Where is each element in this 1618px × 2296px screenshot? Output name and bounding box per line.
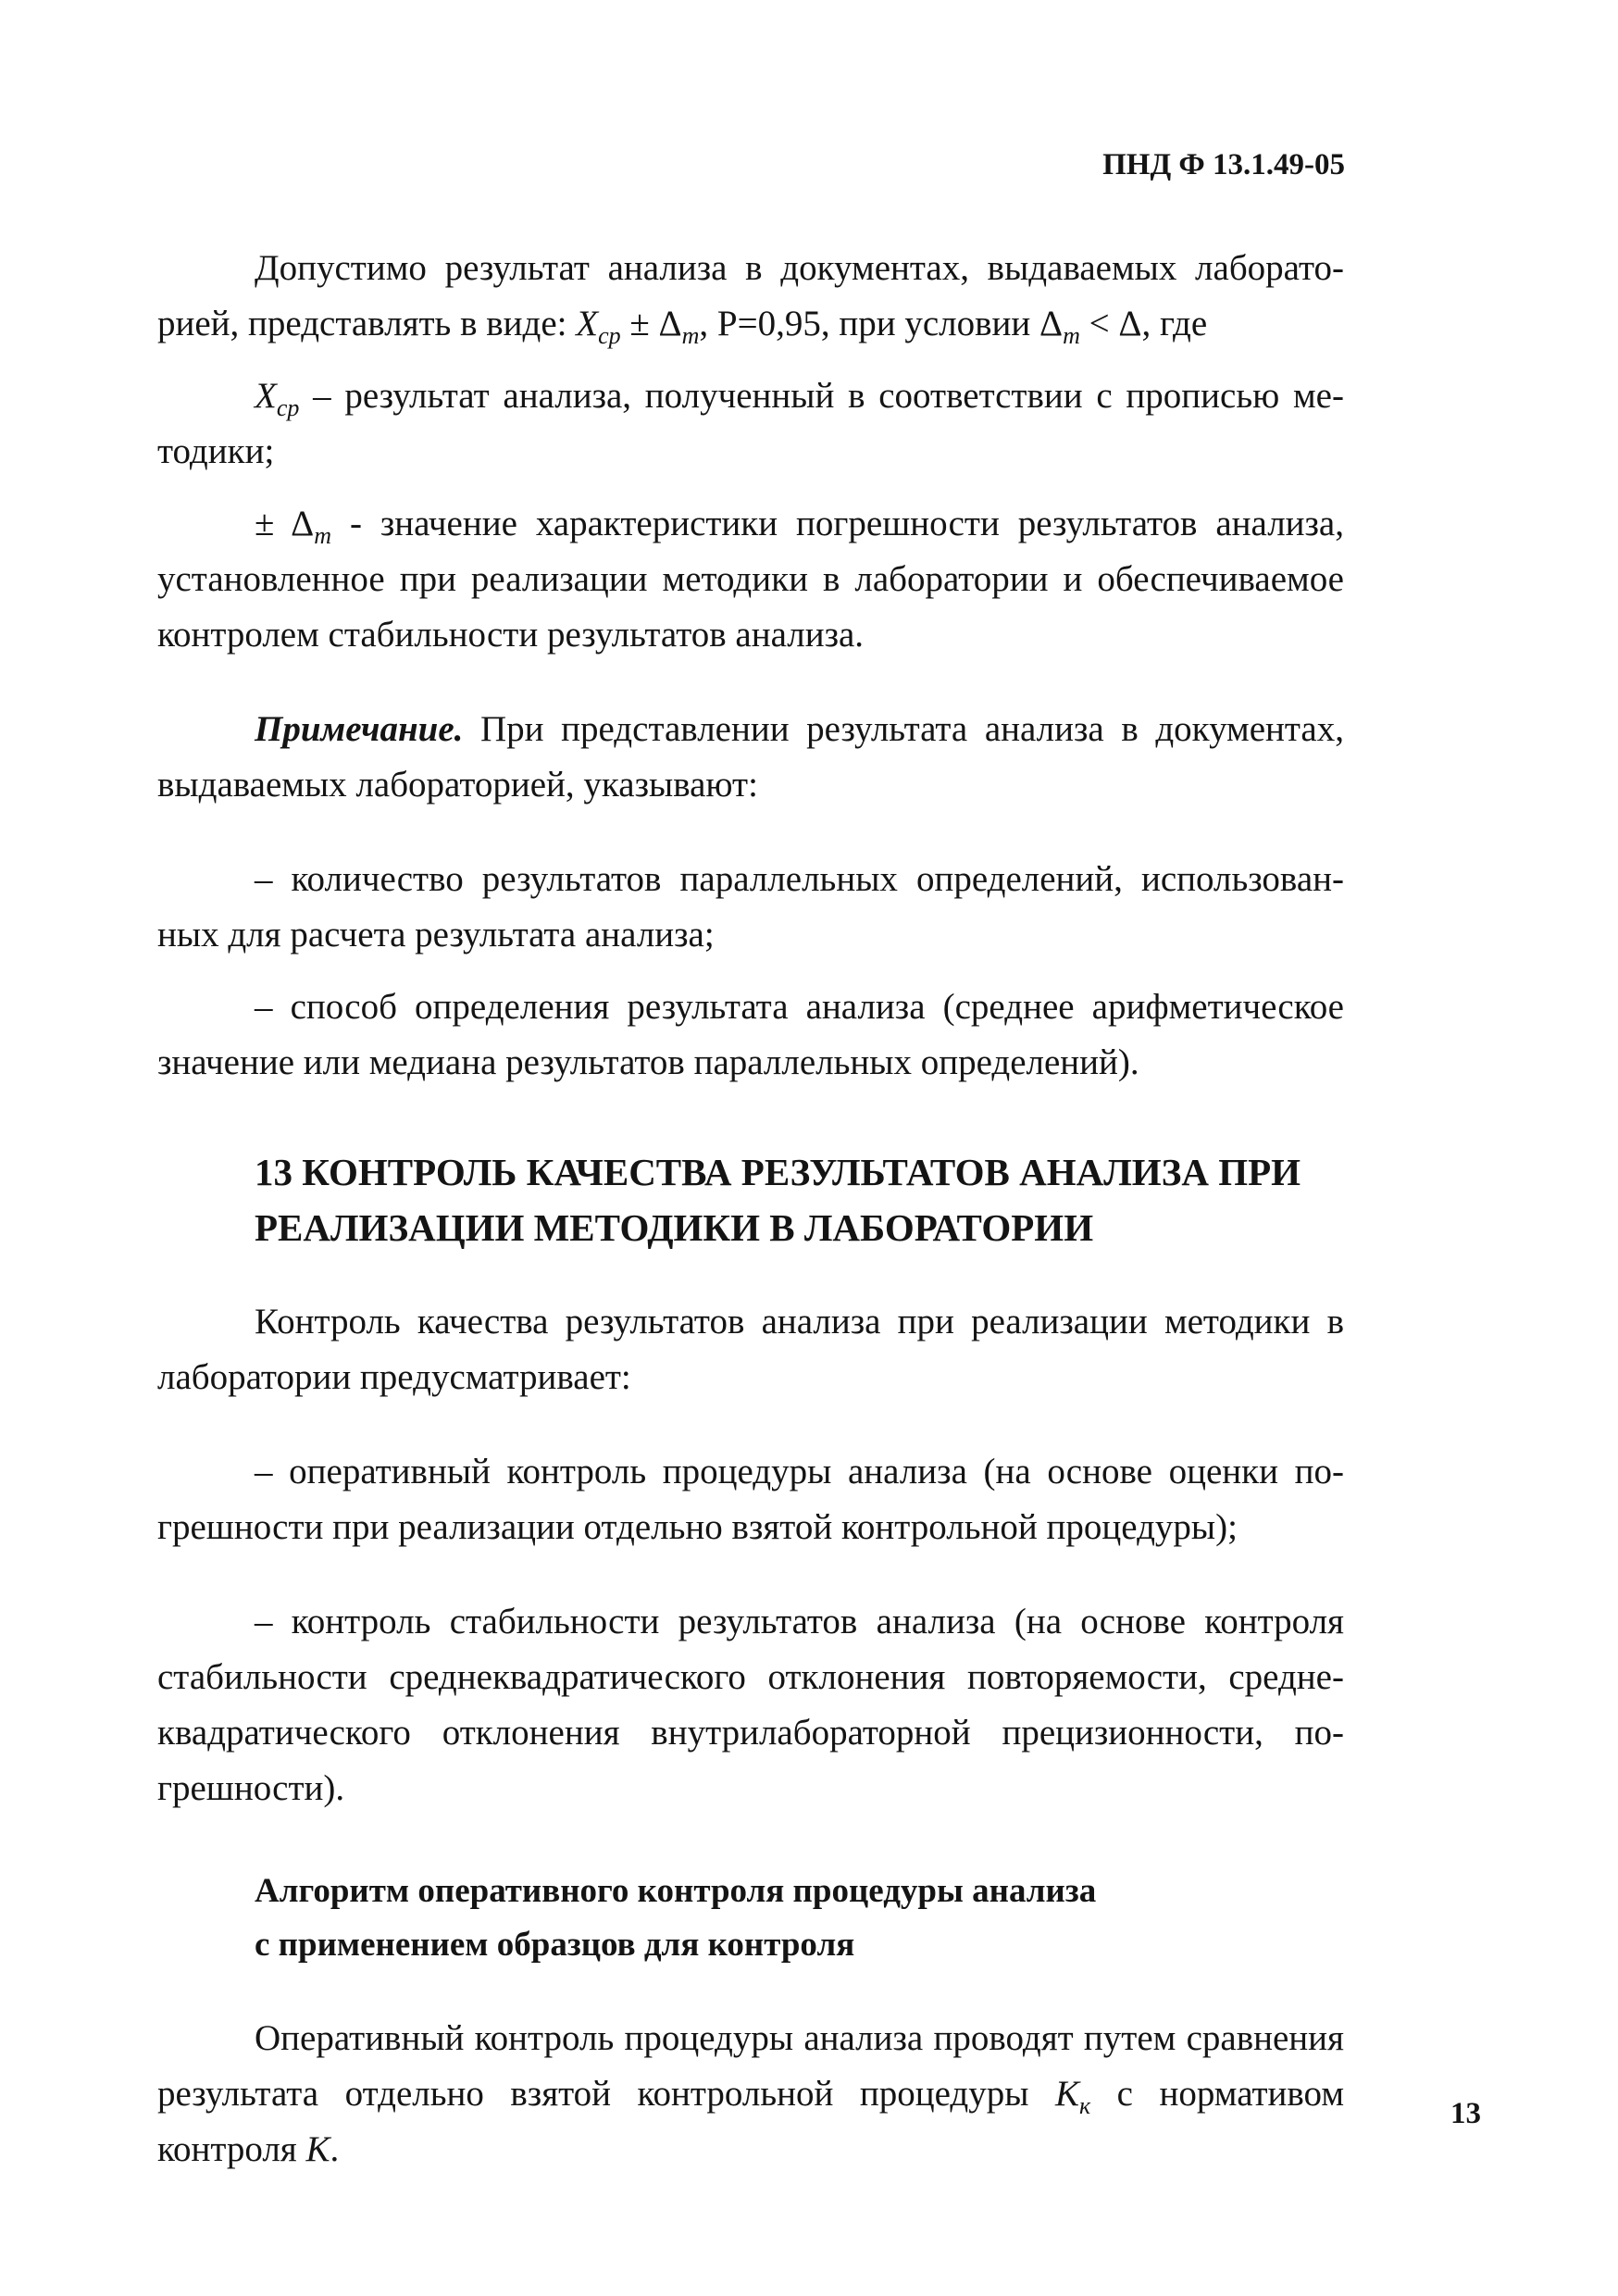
- note-label: Примечание.: [255, 709, 464, 749]
- page-content: [157, 241, 1344, 2177]
- intro-paragraph: Допустимо результат анализа в документах, выдаваемых лабораторией, представлять в виде: $X_{ср} \pm \Delta_т$, Р=0,95, при условии $\Delta_т < \Delta$, где: [157, 248, 1344, 349]
- document-code: ПНД Ф 13.1.49-05: [1102, 148, 1345, 181]
- subsection-paragraph: Оперативный контроль процедуры анализа проводят путем сравнения результата отдельно взятой контрольной процедуры $K_к$ с нормативом контроля K.: [157, 2018, 1344, 2169]
- section-13-heading: 13 КОНТРОЛЬ КАЧЕСТВА РЕЗУЛЬТАТОВ АНАЛИЗА ПРИ РЕАЛИЗАЦИИ МЕТОДИКИ В ЛАБОРАТОРИИ: [255, 1151, 1301, 1249]
- subsection-heading: Алгоритм оперативного контроля процедуры анализа с применением образцов для контроля: [255, 1872, 1097, 1964]
- definition-x: $X_{ср}$ – результат анализа, полученный в соответствии с прописью методики;: [157, 376, 1344, 471]
- definition-delta: ± $\Delta_т$ - значение характеристики погрешности результатов анализа, установленное при реализации методики в лаборатории и обеспечиваемое контролем стабильности результатов анализа.: [157, 504, 1344, 655]
- section-13-item: – оперативный контроль процедуры анализа (на основе оценки погрешности при реализации отдельно взятой контрольной процедуры);: [157, 1452, 1344, 1547]
- note-item: – способ определения результата анализа (среднее арифметическое значение или медиана результатов параллельных определений).: [157, 987, 1344, 1082]
- page-number: 13: [1450, 2097, 1481, 2130]
- note-paragraph: Примечание. При представлении результата анализа в документах, выдаваемых лабораторией, указывают:: [157, 709, 1344, 805]
- x-symbol: X: [576, 304, 599, 343]
- note-item: – количество результатов параллельных определений, использованных для расчета результата анализа;: [157, 859, 1344, 955]
- section-13-item: – контроль стабильности результатов анализа (на основе контроля стабильности среднеквадратического отклонения повторяемости, среднеквадратического отклонения внутрилабораторной прецизионности, погрешности).: [157, 1602, 1344, 1808]
- section-13-intro: Контроль качества результатов анализа при реализации методики в лаборатории предусматривает:: [157, 1302, 1344, 1397]
